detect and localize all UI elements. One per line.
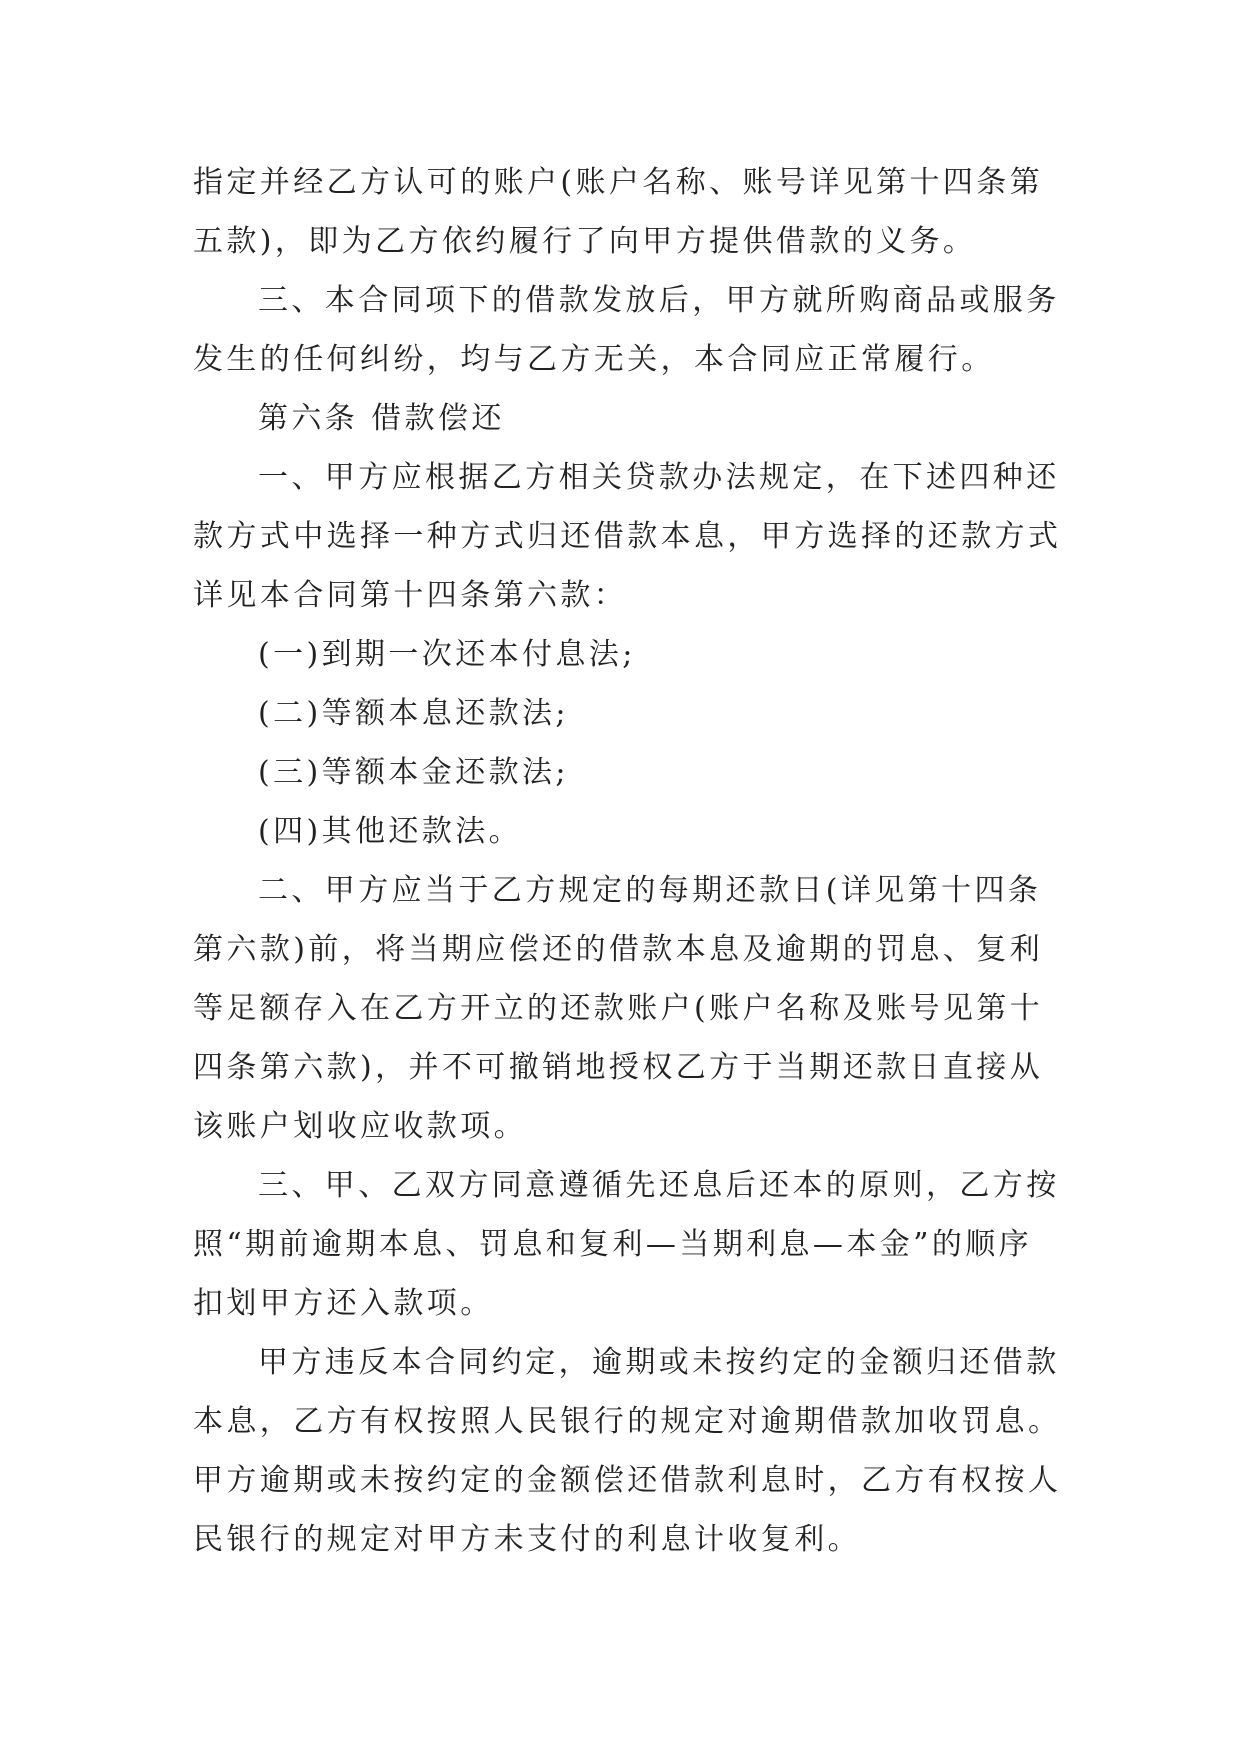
list-item: (四)其他还款法。 <box>258 814 523 849</box>
paragraph-start-line: 三、本合同项下的借款发放后，甲方就所购商品或服务 <box>258 283 1060 318</box>
text-line: 指定并经乙方认可的账户(账户名称、账号详见第十四条第 <box>193 165 1044 200</box>
list-item: (一)到期一次还本付息法; <box>258 637 636 672</box>
text-line: 民银行的规定对甲方未支付的利息计收复利。 <box>193 1522 861 1557</box>
paragraph-start-line: 二、甲方应当于乙方规定的每期还款日(详见第十四条 <box>258 873 1042 908</box>
list-item: (二)等额本息还款法; <box>258 696 569 731</box>
paragraph-start-line: 甲方违反本合同约定，逾期或未按约定的金额归还借款 <box>258 1345 1060 1380</box>
list-item: (三)等额本金还款法; <box>258 755 569 790</box>
text-line: 甲方逾期或未按约定的金额偿还借款利息时，乙方有权按人 <box>193 1463 1062 1498</box>
text-line: 等足额存入在乙方开立的还款账户(账户名称及账号见第十 <box>193 991 1044 1026</box>
section-heading: 第六条 借款偿还 <box>258 401 505 436</box>
text-line: 照“期前逾期本息、罚息和复利—当期利息—本金”的顺序 <box>193 1227 1033 1262</box>
paragraph-start-line: 一、甲方应根据乙方相关贷款办法规定，在下述四种还 <box>258 460 1060 495</box>
text-line: 第六款)前，将当期应偿还的借款本息及逾期的罚息、复利 <box>193 932 1044 967</box>
text-line: 款方式中选择一种方式归还借款本息，甲方选择的还款方式 <box>193 519 1062 554</box>
text-line: 发生的任何纠纷，均与乙方无关，本合同应正常履行。 <box>193 342 995 377</box>
text-line: 该账户划收应收款项。 <box>193 1109 527 1144</box>
text-line: 详见本合同第十四条第六款： <box>193 578 628 613</box>
text-line: 四条第六款)，并不可撤销地授权乙方于当期还款日直接从 <box>193 1050 1044 1085</box>
text-line: 本息，乙方有权按照人民银行的规定对逾期借款加收罚息。 <box>193 1404 1062 1439</box>
paragraph-start-line: 三、甲、乙双方同意遵循先还息后还本的原则，乙方按 <box>258 1168 1060 1203</box>
text-line: 五款)，即为乙方依约履行了向甲方提供借款的义务。 <box>193 224 977 259</box>
text-line: 扣划甲方还入款项。 <box>193 1286 494 1321</box>
